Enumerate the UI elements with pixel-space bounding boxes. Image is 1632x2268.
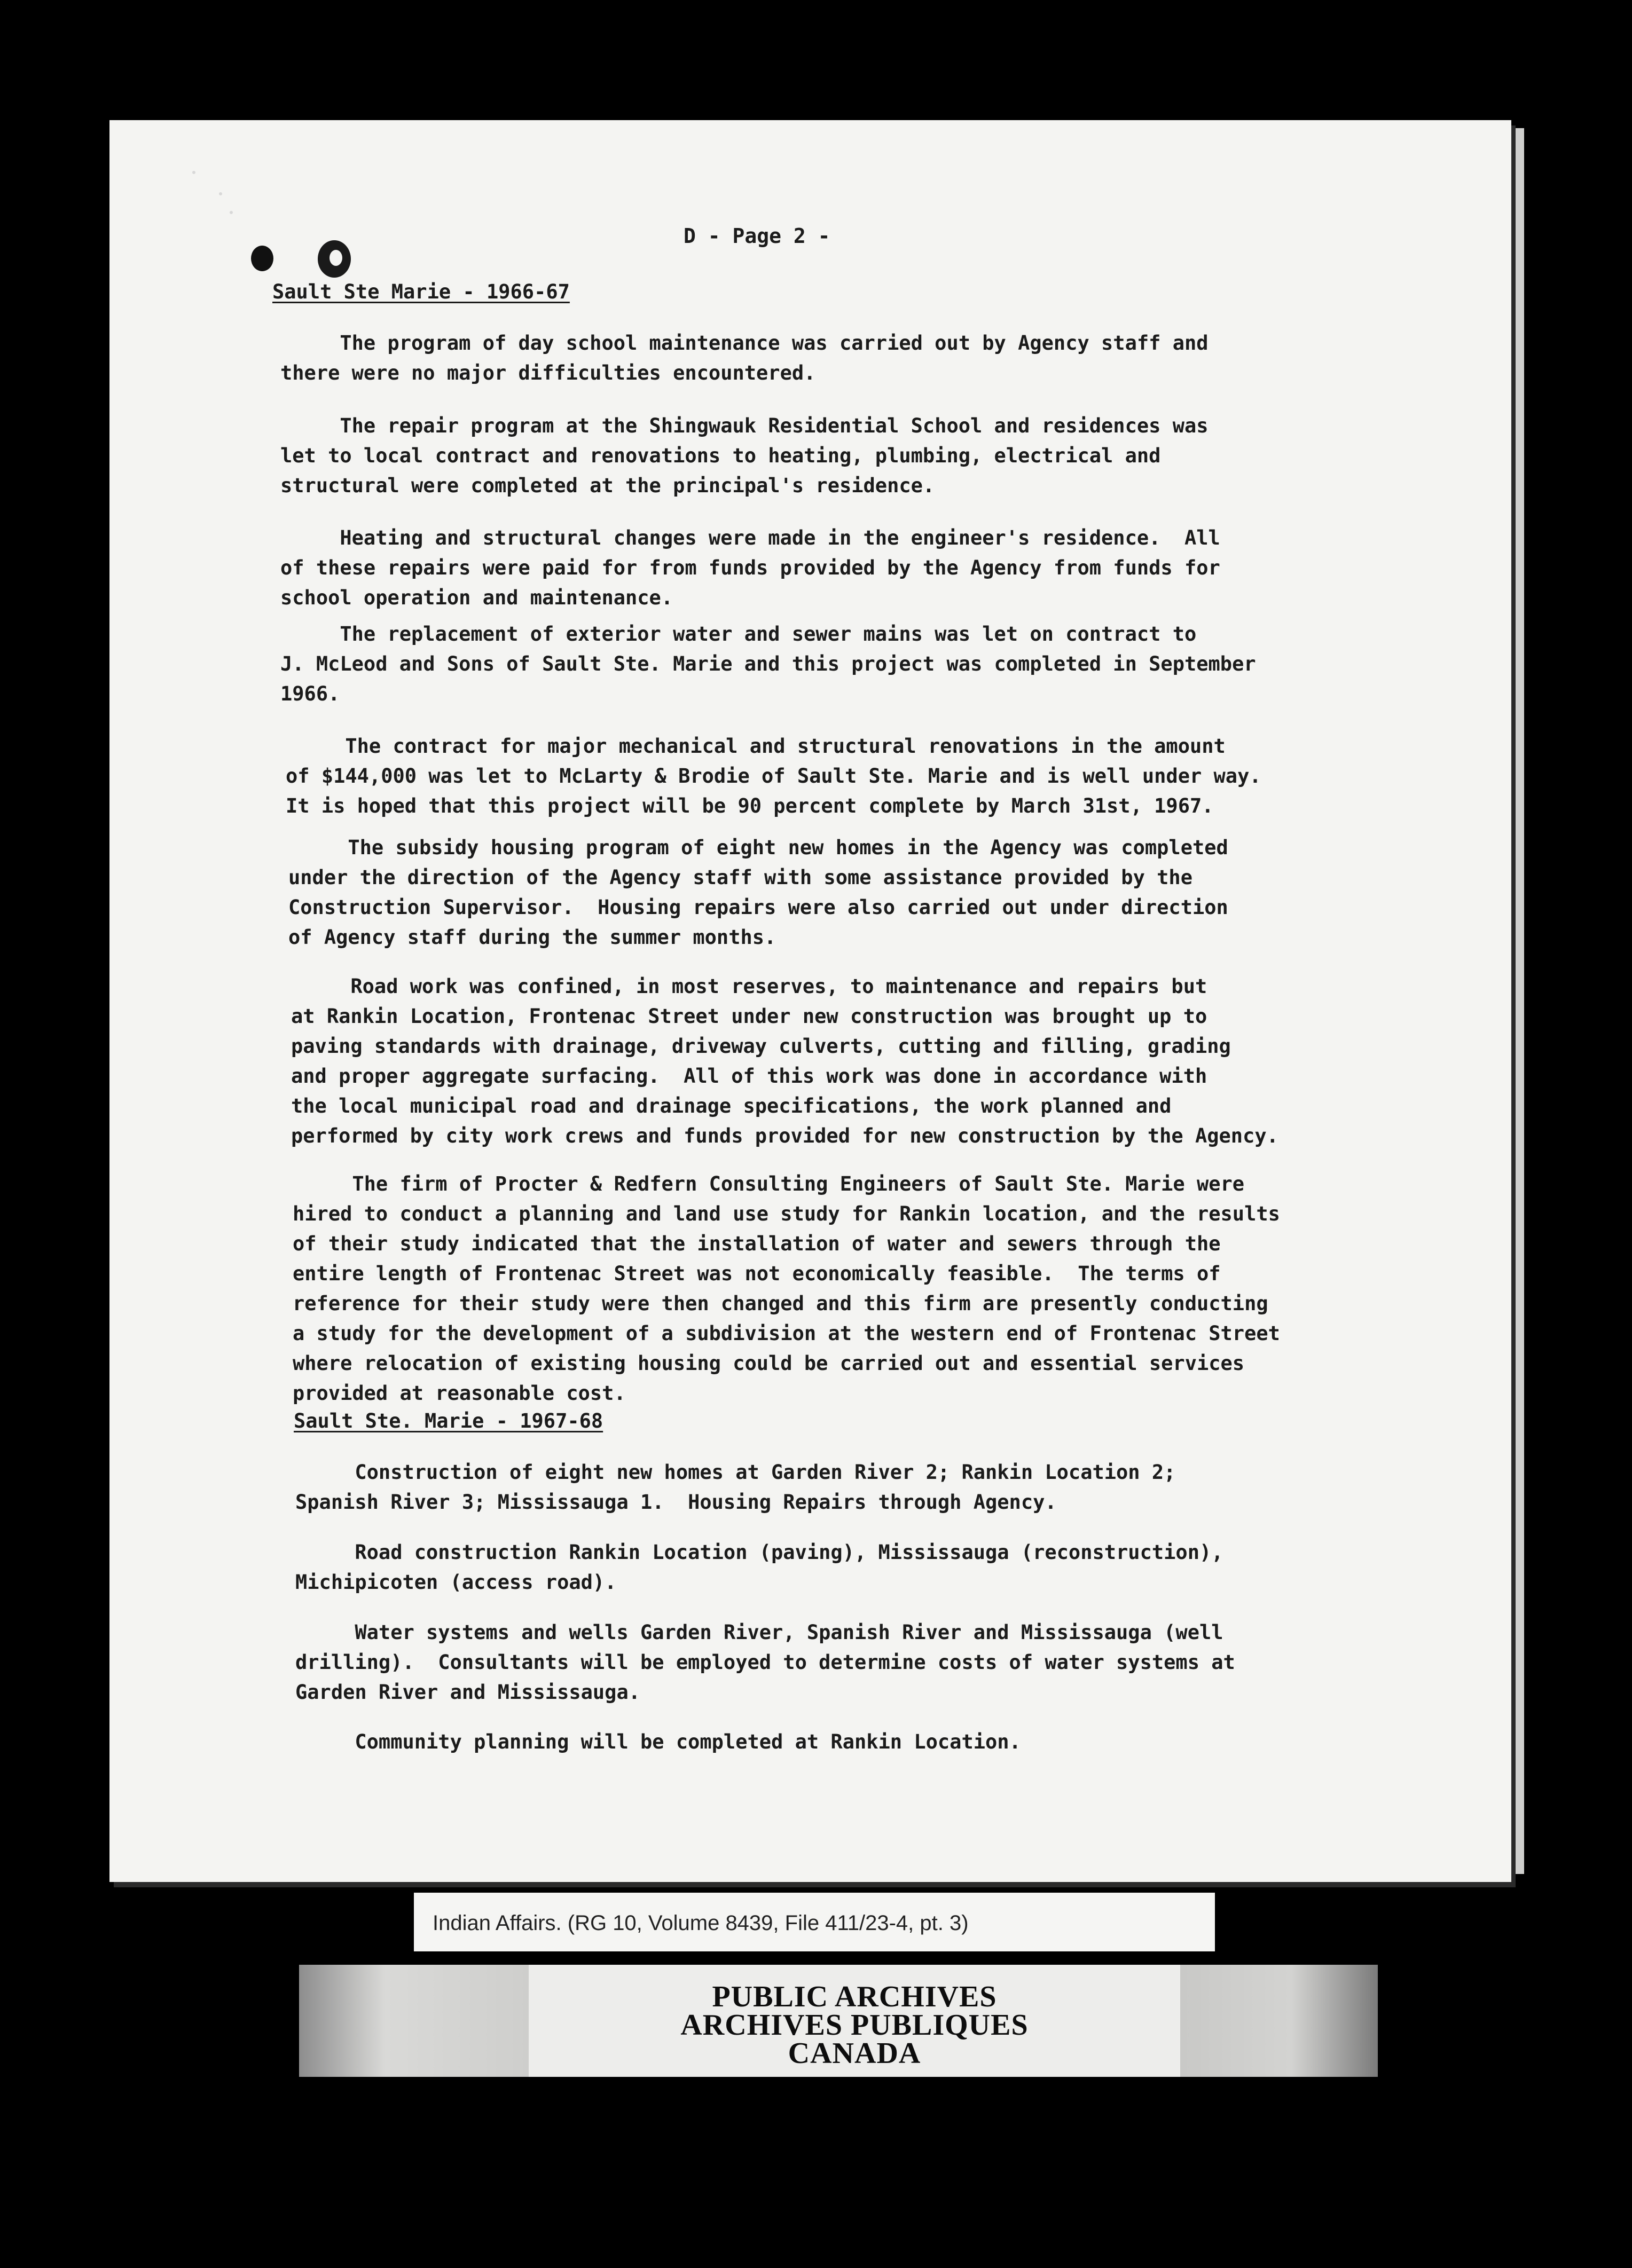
archive-stamp-line: PUBLIC ARCHIVES: [712, 1980, 997, 2013]
paragraph: Construction of eight new homes at Garden River 2; Rankin Location 2; Spanish River 3; Mississauga 1. Housing Repairs through Agency.: [295, 1461, 1176, 1514]
paragraph: The subsidy housing program of eight new homes in the Agency was completed under the direction of the Agency staff with some assistance provided by the Construction Supervisor. Housing repairs were also carried out under direction of Agency staff during the summer months.: [288, 836, 1228, 949]
archive-stamp-line: ARCHIVES PUBLIQUES: [680, 2009, 1029, 2042]
section-heading-1967-68: Sault Ste. Marie - 1967-68: [294, 1409, 603, 1432]
page-edge-shadow: [1511, 128, 1524, 1874]
paragraph: The replacement of exterior water and sewer mains was let on contract to J. McLeod and Sons of Sault Ste. Marie and this project was completed in September 1966.: [280, 623, 1256, 705]
paragraph: Water systems and wells Garden River, Spanish River and Mississauga (well drilling). Consultants will be employed to determine costs of water systems at Garden River and Mississauga.: [295, 1621, 1235, 1704]
speck: [192, 171, 195, 174]
punch-hole-mark: [251, 246, 273, 271]
punch-hole-mark: [318, 240, 351, 278]
paragraph: Road construction Rankin Location (paving), Mississauga (reconstruction), Michipicoten (access road).: [295, 1541, 1223, 1594]
speck: [219, 192, 222, 195]
paragraph: Road work was confined, in most reserves, to maintenance and repairs but at Rankin Location, Frontenac Street under new construction was brought up to paving standards with drainage, driveway culverts, cutting and filling, grading and proper aggregate surfacing. All of this work was done in accordance with the local municipal road and drainage specifications, the work planned and performed by city work crews and funds provided for new construction by the Agency.: [291, 975, 1278, 1147]
paragraph: The firm of Procter & Redfern Consulting Engineers of Sault Ste. Marie were hired to conduct a planning and land use study for Rankin location, and the results of their study indicated that the installation of water and sewers through the entire length of Frontenac Street was not economically feasible. The terms of reference for their study were then changed and this firm are presently conducting a study for the development of a subdivision at the western end of Frontenac Street where relocation of existing housing could be carried out and essential services provided at reasonable cost.: [293, 1172, 1280, 1405]
paragraph: Heating and structural changes were made in the engineer's residence. All of these repairs were paid for from funds provided by the Agency from funds for school operation and maintenance.: [280, 526, 1220, 609]
paragraph: The program of day school maintenance was carried out by Agency staff and there were no major difficulties encountered.: [280, 332, 1209, 384]
paragraph: The repair program at the Shingwauk Residential School and residences was let to local contract and renovations to heating, plumbing, electrical and structural were completed at the principal's residence.: [280, 414, 1209, 497]
speck: [230, 211, 233, 214]
paragraph: Community planning will be completed at Rankin Location.: [295, 1730, 1021, 1753]
section-heading-1966-67: Sault Ste Marie - 1966-67: [272, 280, 570, 303]
page-number: D - Page 2 -: [684, 224, 830, 248]
paragraph: The contract for major mechanical and structural renovations in the amount of $144,000 was let to McLarty & Brodie of Sault Ste. Marie and is well under way. It is hoped that this project will be 90 percent complete by March 31st, 1967.: [286, 735, 1261, 817]
archive-stamp-line: CANADA: [788, 2037, 921, 2070]
archive-caption: Indian Affairs. (RG 10, Volume 8439, File 411/23-4, pt. 3): [433, 1911, 969, 1935]
